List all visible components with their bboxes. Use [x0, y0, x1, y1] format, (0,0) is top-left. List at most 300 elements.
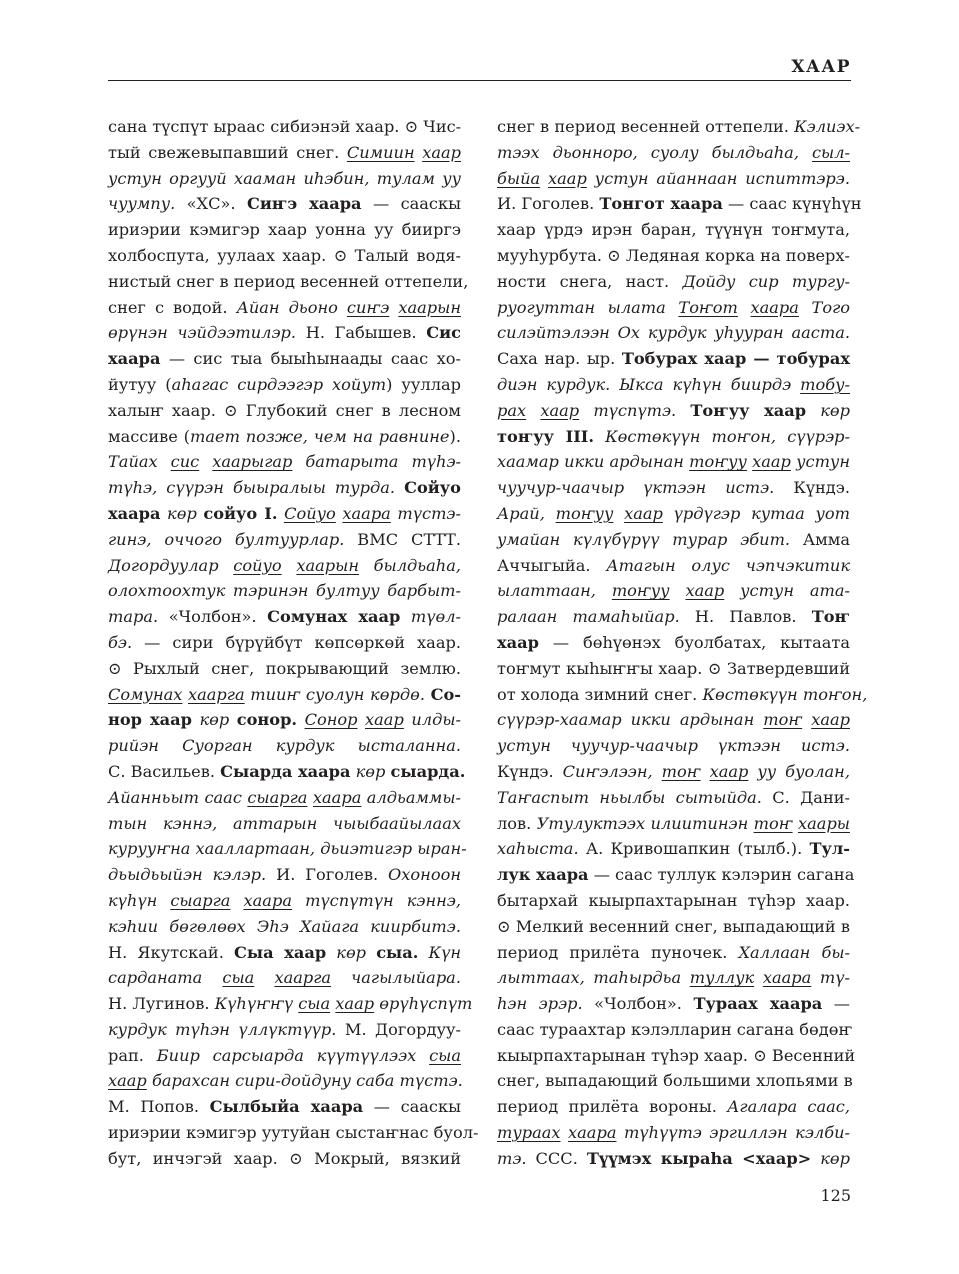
example-keyword: хаар	[548, 168, 587, 188]
text-segment: Амма	[790, 529, 850, 549]
text-line	[108, 707, 461, 733]
text-line	[497, 295, 850, 321]
text-segment	[613, 504, 624, 523]
text-segment: хааллартаан, дьиэтигэр ыран-	[190, 839, 467, 859]
text-segment: аhагас сирдээгэр хойут	[171, 374, 387, 394]
text-segment: Агалара саас,	[727, 1097, 850, 1117]
text-segment: нистый снег в период весенней оттепели,	[108, 271, 469, 291]
text-line	[108, 1043, 461, 1069]
text-segment: снег, выпадающий большими хлопьями в	[497, 1071, 853, 1091]
text-line	[497, 424, 850, 450]
text-line	[108, 166, 461, 192]
text-line	[108, 346, 461, 372]
text-segment: Күн	[428, 942, 461, 962]
text-segment: тый свежевыпавший снег.	[108, 142, 347, 162]
text-segment: сүүрэр-хаамар икки ардынан	[497, 710, 764, 730]
text-segment: бытархай кыырпахтарынан түhэр хаар.	[497, 890, 850, 910]
text-segment: ВМС СТТТ.	[344, 529, 461, 549]
example-keyword: сис	[170, 452, 200, 472]
example-keyword: хаар	[752, 452, 791, 472]
example-keyword: тоҥ	[661, 761, 701, 781]
example-keyword: сыа	[298, 994, 331, 1014]
text-segment: олохтоохтук тэринэн бултуу барбыт-	[108, 581, 461, 601]
text-segment: сана түспүт ырааc сибиэнэй хаар. ⊙ Чис-	[108, 117, 462, 136]
text-line	[108, 269, 469, 295]
text-segment: кыырпахтарынан түhэр хаар. ⊙ Весенний	[497, 1045, 856, 1065]
text-segment: түhүүтэ эргиллэн кэлби-	[616, 1123, 850, 1143]
text-segment: умайан күлүбүрүү турар эбит.	[497, 529, 791, 549]
text-line	[497, 191, 862, 217]
text-segment: Көстөкүүн тоҥон, сүүрэр-	[605, 426, 850, 446]
text-segment: рап.	[108, 1045, 157, 1065]
text-segment: үрдүгэр кутаа уот	[662, 503, 851, 523]
text-line	[497, 398, 850, 424]
text-line	[497, 501, 850, 527]
text-line	[497, 1094, 850, 1120]
text-line	[108, 785, 461, 811]
text-line	[108, 940, 461, 966]
text-segment: ралаан тамаhыйар.	[497, 607, 680, 627]
text-segment: тара.	[108, 607, 159, 627]
text-segment: Атагын олус чэпчэкитик	[606, 555, 850, 575]
text-line	[108, 630, 461, 656]
example-keyword: хаар	[811, 710, 850, 730]
text-line	[108, 424, 461, 450]
headword: Тоҥ	[811, 607, 851, 627]
text-segment	[230, 891, 243, 910]
text-segment: диэн курдук. Ыкса күhүн биирдэ	[497, 374, 801, 394]
headword: хаар	[497, 632, 539, 652]
headword: Сомунах хаар	[267, 607, 401, 627]
example-keyword: хаара	[762, 968, 812, 988]
text-line	[497, 269, 850, 295]
headword: Тонгот хаара	[599, 194, 723, 214]
text-segment: Айанньыт саас	[108, 787, 248, 807]
text-line	[108, 1146, 461, 1172]
text-segment: устун	[790, 452, 850, 472]
text-segment: былдьаhа,	[358, 555, 461, 575]
text-segment: устун айаннаан испиттэрэ.	[586, 168, 850, 188]
example-keyword: хаар	[540, 400, 580, 420]
text-segment: кэhии бөгөлөөх Эhэ Хайага киирбитэ.	[108, 916, 461, 936]
text-line	[108, 656, 461, 682]
text-segment: рийэн Суорган курдук	[108, 736, 358, 756]
text-segment: от холода зимний снег.	[497, 684, 703, 704]
text-segment: — сааскы	[363, 1097, 461, 1117]
text-segment: лыттаах, таhырдьа	[497, 968, 690, 988]
text-segment: — саас туллук кэлэрин сагана	[588, 865, 855, 885]
text-segment: Биир сарсыарда күүтүүлээх	[156, 1045, 430, 1065]
text-segment: сарданата	[108, 968, 223, 988]
example-keyword: быйа	[497, 168, 541, 188]
text-segment: Таҥаспыт ньылбы сытыйда.	[497, 787, 762, 807]
text-segment: дьыдьыйэн кэлэр.	[108, 865, 267, 885]
headword: Сиҥэ хаара	[246, 194, 362, 214]
text-segment: түстэ-	[390, 503, 461, 523]
example-keyword: хаара	[750, 297, 799, 317]
text-line	[497, 862, 855, 888]
text-line	[497, 449, 850, 475]
text-line	[108, 965, 461, 991]
text-segment: Халлаан бы-	[738, 942, 850, 962]
text-segment: курууҥна	[108, 839, 191, 859]
text-line	[497, 217, 850, 243]
text-line	[108, 191, 461, 217]
text-line	[108, 578, 461, 604]
headword: сыа.	[376, 942, 419, 962]
text-segment: холбоспута, уулаах хаар. ⊙ Талый водя-	[108, 245, 461, 265]
text-line	[497, 114, 861, 140]
text-segment	[297, 710, 305, 729]
text-segment: ириэрии кэмигэр хаар уонна уу бииргэ	[108, 220, 461, 240]
headword: Тураах хаара	[693, 994, 823, 1014]
text-segment: Н. Лугинов.	[108, 994, 215, 1014]
text-line	[497, 372, 850, 398]
text-segment: «Чолбон».	[158, 607, 268, 627]
text-segment: устун чуучур-чаачыр үктээн истэ.	[497, 736, 850, 756]
example-keyword: хаар	[365, 710, 404, 730]
text-segment: С. Дани-	[761, 787, 850, 807]
text-segment: — бөhүөнэх буолбатах, кытаата	[538, 632, 850, 652]
text-line	[108, 1094, 461, 1120]
example-keyword: тоҥуу	[611, 581, 670, 601]
text-segment	[418, 943, 428, 962]
text-segment: ) ууллар	[386, 374, 461, 394]
text-line	[497, 733, 850, 759]
text-segment: түспүтүн кэннэ,	[291, 890, 461, 910]
text-segment: бэ.	[108, 632, 133, 652]
text-segment	[670, 581, 686, 600]
example-keyword: сыа	[429, 1045, 462, 1065]
text-line	[497, 811, 850, 837]
text-segment: көр	[806, 400, 850, 420]
text-line	[108, 217, 461, 243]
example-keyword: сыарга	[247, 787, 308, 807]
text-segment: Аччыгыйа.	[497, 555, 607, 575]
text-segment	[395, 478, 404, 497]
example-keyword: хаарын	[296, 555, 359, 575]
text-segment: И. Гоголев.	[497, 194, 600, 214]
text-line	[497, 1146, 850, 1172]
text-segment: Дойду сир тургу-	[682, 271, 850, 291]
text-line	[497, 759, 850, 785]
text-segment	[540, 169, 548, 188]
text-segment: Көстөкүүн тоҥон,	[702, 684, 868, 704]
text-segment: мууhурбута. ⊙ Ледяная корка на поверх-	[497, 245, 850, 265]
text-segment: ысталанна.	[357, 736, 461, 756]
text-segment	[389, 298, 398, 317]
headword: Тоҥуу хаар	[690, 400, 807, 420]
text-segment: чагылыйара.	[331, 968, 461, 988]
text-line	[497, 140, 850, 166]
headword: Сыарда хаара	[220, 761, 351, 781]
example-keyword: сиҥэ	[346, 297, 390, 317]
text-segment: Тайах	[108, 452, 171, 472]
text-segment: — сис тыа быыhынаады саас хо-	[160, 349, 461, 369]
text-segment: түспүтэ.	[579, 400, 677, 420]
text-segment: период прилёта пуночек.	[497, 942, 739, 962]
text-line	[497, 682, 868, 708]
text-line	[497, 914, 850, 940]
text-line	[497, 346, 850, 372]
example-keyword: сыарга	[170, 890, 231, 910]
text-segment: бут, инчэгэй хаар. ⊙ Мокрый, вязкий	[108, 1148, 461, 1168]
text-segment: гинэ, оччого бултуурлар.	[108, 529, 345, 549]
example-keyword: хаар	[335, 994, 375, 1014]
example-keyword: хаара	[568, 1123, 617, 1143]
text-line	[108, 604, 461, 630]
text-segment: халыҥ хаар. ⊙ Глубокий снег в лесном	[108, 400, 461, 420]
headword: Сойуо	[404, 478, 461, 498]
headword: Сис	[426, 323, 461, 343]
text-segment: көр	[160, 503, 204, 523]
headword: лук хаара	[497, 865, 589, 885]
text-segment: алдьаммы-	[361, 787, 461, 807]
example-keyword: туллук	[689, 968, 755, 988]
text-segment	[701, 762, 710, 781]
text-segment: «ХС».	[175, 194, 247, 214]
text-line	[497, 656, 850, 682]
text-segment: период прилёта вороны.	[497, 1097, 728, 1117]
text-segment: устун ата-	[724, 581, 850, 601]
text-segment: снег в период весенней оттепели.	[497, 117, 795, 136]
text-segment: түhэ, сүүрэн быыралыы турда.	[108, 478, 396, 498]
example-keyword: хаар	[709, 761, 749, 781]
running-head: ХААР	[791, 57, 851, 77]
text-line	[497, 1043, 856, 1069]
text-segment: күhүн	[108, 890, 171, 910]
text-segment: тоҥмут кыhыҥҥы хаар. ⊙ Затвердевший	[497, 658, 850, 678]
text-segment: Н. Якутскай.	[108, 942, 234, 962]
example-keyword: хаар	[624, 503, 663, 523]
headword: тоҥуу III.	[497, 426, 595, 446]
text-segment: Саха нар. ыр.	[497, 349, 622, 369]
text-line	[108, 811, 461, 837]
text-line	[108, 733, 461, 759]
text-line	[497, 1068, 853, 1094]
example-keyword: тураах	[497, 1123, 561, 1143]
text-line	[108, 475, 461, 501]
text-line	[108, 398, 461, 424]
text-segment: Күндэ.	[774, 478, 850, 498]
example-keyword: сойуо	[233, 555, 282, 575]
text-line	[108, 320, 461, 346]
text-segment: уу буолан,	[748, 761, 850, 781]
text-line	[497, 707, 850, 733]
example-keyword: сыл-	[811, 142, 850, 162]
text-segment: руогуттан ылата	[497, 297, 679, 317]
text-segment: Айан дьоно	[236, 297, 347, 317]
example-keyword: хаар	[422, 142, 461, 162]
example-keyword: хаара	[312, 787, 362, 807]
text-segment: Күндэ.	[497, 761, 563, 781]
headword: сыарда.	[390, 761, 466, 781]
text-segment: көр	[350, 761, 391, 781]
text-segment: — сири бүрүйбүт көпсөркөй хаар.	[132, 632, 461, 652]
text-segment: Охоноон	[388, 865, 461, 885]
headword: хаара	[108, 503, 161, 523]
text-segment: тииҥ суолун көрдө.	[244, 684, 425, 704]
text-segment: Күhүҥҥү	[214, 994, 294, 1014]
text-segment: устун оргууй хааман иhэбин, тулам уу	[108, 168, 461, 188]
text-line	[497, 166, 850, 192]
text-segment: үктээн истэ.	[643, 478, 775, 498]
example-keyword: тоҥуу	[555, 503, 614, 523]
example-keyword: хаары	[798, 813, 850, 833]
header-rule	[108, 80, 851, 81]
text-segment: Кэлиэх-	[794, 117, 861, 136]
text-segment: С. Васильев.	[108, 761, 221, 781]
text-segment: Н. Габышев.	[296, 323, 427, 343]
text-segment: Догордуулар	[108, 555, 234, 575]
text-segment: хаамар икки ардынан	[497, 452, 690, 472]
headword: Тул-	[809, 839, 850, 859]
text-segment	[526, 401, 540, 420]
example-keyword: хаар	[685, 581, 725, 601]
text-line	[497, 630, 850, 656]
left-column	[108, 114, 479, 1172]
text-line	[108, 501, 461, 527]
text-line	[108, 295, 461, 321]
text-segment: өрүнэн чэйдээтилэр.	[108, 323, 297, 343]
text-line	[108, 862, 461, 888]
text-segment: «Чолбон».	[582, 994, 694, 1014]
text-segment: тын кэннэ, аттарын чыыбаайылаах	[108, 813, 461, 833]
text-segment	[357, 710, 365, 729]
example-keyword: тоҥ	[763, 710, 803, 730]
headword: сонор.	[236, 710, 298, 730]
text-segment: — саас күнүhүн	[722, 194, 862, 214]
text-segment: Арай,	[497, 503, 556, 523]
text-segment: М. Попов.	[108, 1097, 210, 1117]
text-segment	[254, 968, 274, 987]
headword: Сыа хаар	[233, 942, 327, 962]
text-segment: тү-	[811, 968, 850, 988]
text-line	[497, 604, 850, 630]
example-keyword: хаарыгар	[212, 452, 293, 472]
text-line	[497, 527, 850, 553]
text-line	[497, 888, 850, 914]
text-line	[108, 140, 461, 166]
example-keyword: хаара	[243, 890, 292, 910]
text-line	[108, 682, 461, 708]
headword: Сылбыйа хаара	[209, 1097, 364, 1117]
text-line	[497, 836, 850, 862]
text-segment: курдук түhэн үллүктүүр.	[108, 1019, 337, 1039]
text-segment: Утулуктээх илиитинэн	[536, 813, 754, 833]
text-segment: батарыта түhэ-	[292, 452, 461, 472]
text-line	[497, 578, 850, 604]
text-segment: көр	[326, 942, 377, 962]
text-line	[108, 527, 461, 553]
text-line	[108, 914, 461, 940]
text-segment	[561, 1123, 568, 1142]
text-segment: чуумпу.	[108, 194, 176, 214]
text-segment: Сиҥэлээн,	[562, 761, 662, 781]
text-segment: ⊙ Рыхлый снег, покрывающий землю.	[108, 658, 461, 678]
text-segment: тэ.	[497, 1148, 527, 1168]
text-segment	[754, 968, 763, 987]
text-segment: силэйтэлээн Ох курдук уhууран ааста.	[497, 323, 850, 343]
text-line	[497, 475, 850, 501]
text-segment: Н. Павлов.	[679, 607, 812, 627]
text-segment: ириэрии кэмигэр уутуйан сыстаҥнас буол-	[108, 1123, 479, 1143]
text-segment: ).	[449, 426, 461, 446]
text-segment: көр	[811, 1148, 851, 1168]
example-keyword: хаар	[108, 1071, 147, 1091]
example-keyword: тобу-	[800, 374, 850, 394]
text-segment: ылаттаан,	[497, 581, 612, 601]
text-segment: Того	[798, 297, 851, 317]
text-line	[497, 1017, 853, 1043]
example-keyword: тоҥуу	[689, 452, 747, 472]
example-keyword: Сойуо	[284, 503, 336, 523]
text-segment: ности снега, наст.	[497, 271, 683, 291]
text-line	[497, 320, 850, 346]
text-line	[497, 940, 850, 966]
example-keyword: сыа	[222, 968, 255, 988]
text-line	[497, 965, 850, 991]
text-line	[108, 243, 461, 269]
headword: Тобурах хаар — тобурах	[621, 349, 851, 369]
text-segment	[738, 298, 751, 317]
example-keyword: Сомунах	[108, 684, 183, 704]
text-line	[108, 553, 461, 579]
text-segment: А. Кривошапкин (тылб.).	[578, 839, 810, 859]
text-line	[497, 785, 850, 811]
text-line	[497, 991, 850, 1017]
text-segment: снег с водой.	[108, 297, 237, 317]
text-segment: тээх дьонноро, суолу былдьаhа,	[497, 142, 812, 162]
text-segment: йутуу (	[108, 374, 172, 394]
text-segment: саас тураахтар кэлэлларин сагана бөдөҥ	[497, 1019, 853, 1039]
headword: сойуо I.	[203, 503, 278, 523]
text-segment: ⊙ Мелкий весенний снег, выпадающий в	[497, 916, 850, 936]
headword: хаара	[108, 349, 161, 369]
example-keyword: хаарын	[398, 297, 461, 317]
text-segment: барахсан сири-дойдуну саба түстэ.	[146, 1071, 463, 1091]
headword: Түүмэх кыраhа <хаар>	[586, 1148, 812, 1168]
text-segment: И. Гоголев.	[266, 865, 389, 885]
example-keyword: Симиин	[346, 142, 415, 162]
text-line	[108, 759, 466, 785]
text-segment: илды-	[403, 710, 461, 730]
right-column	[497, 114, 868, 1172]
text-segment: хаар үрдэ ирэн баран, түүнүн тоҥмута,	[497, 220, 850, 240]
text-line	[108, 888, 461, 914]
text-segment: ССС.	[526, 1148, 587, 1168]
page-number: 125	[820, 1186, 851, 1205]
text-line	[497, 553, 850, 579]
example-keyword: хаара	[342, 503, 391, 523]
text-segment: хаhыста.	[497, 839, 579, 859]
example-keyword: рах	[497, 400, 527, 420]
text-segment	[802, 710, 811, 729]
text-segment: көр	[191, 710, 237, 730]
text-segment: чуучур-чаачыр	[497, 478, 644, 498]
text-line	[108, 1068, 461, 1094]
text-segment	[199, 452, 212, 471]
text-segment: өрүһүспүт	[374, 994, 473, 1014]
text-segment	[594, 427, 605, 446]
text-line	[497, 243, 850, 269]
text-line	[497, 1120, 850, 1146]
text-line	[108, 114, 461, 140]
headword: нор хаар	[108, 710, 192, 730]
text-line	[108, 449, 461, 475]
text-segment: М. Догордуу-	[336, 1019, 461, 1039]
text-segment: тает позже, чем на равнине	[190, 426, 450, 446]
